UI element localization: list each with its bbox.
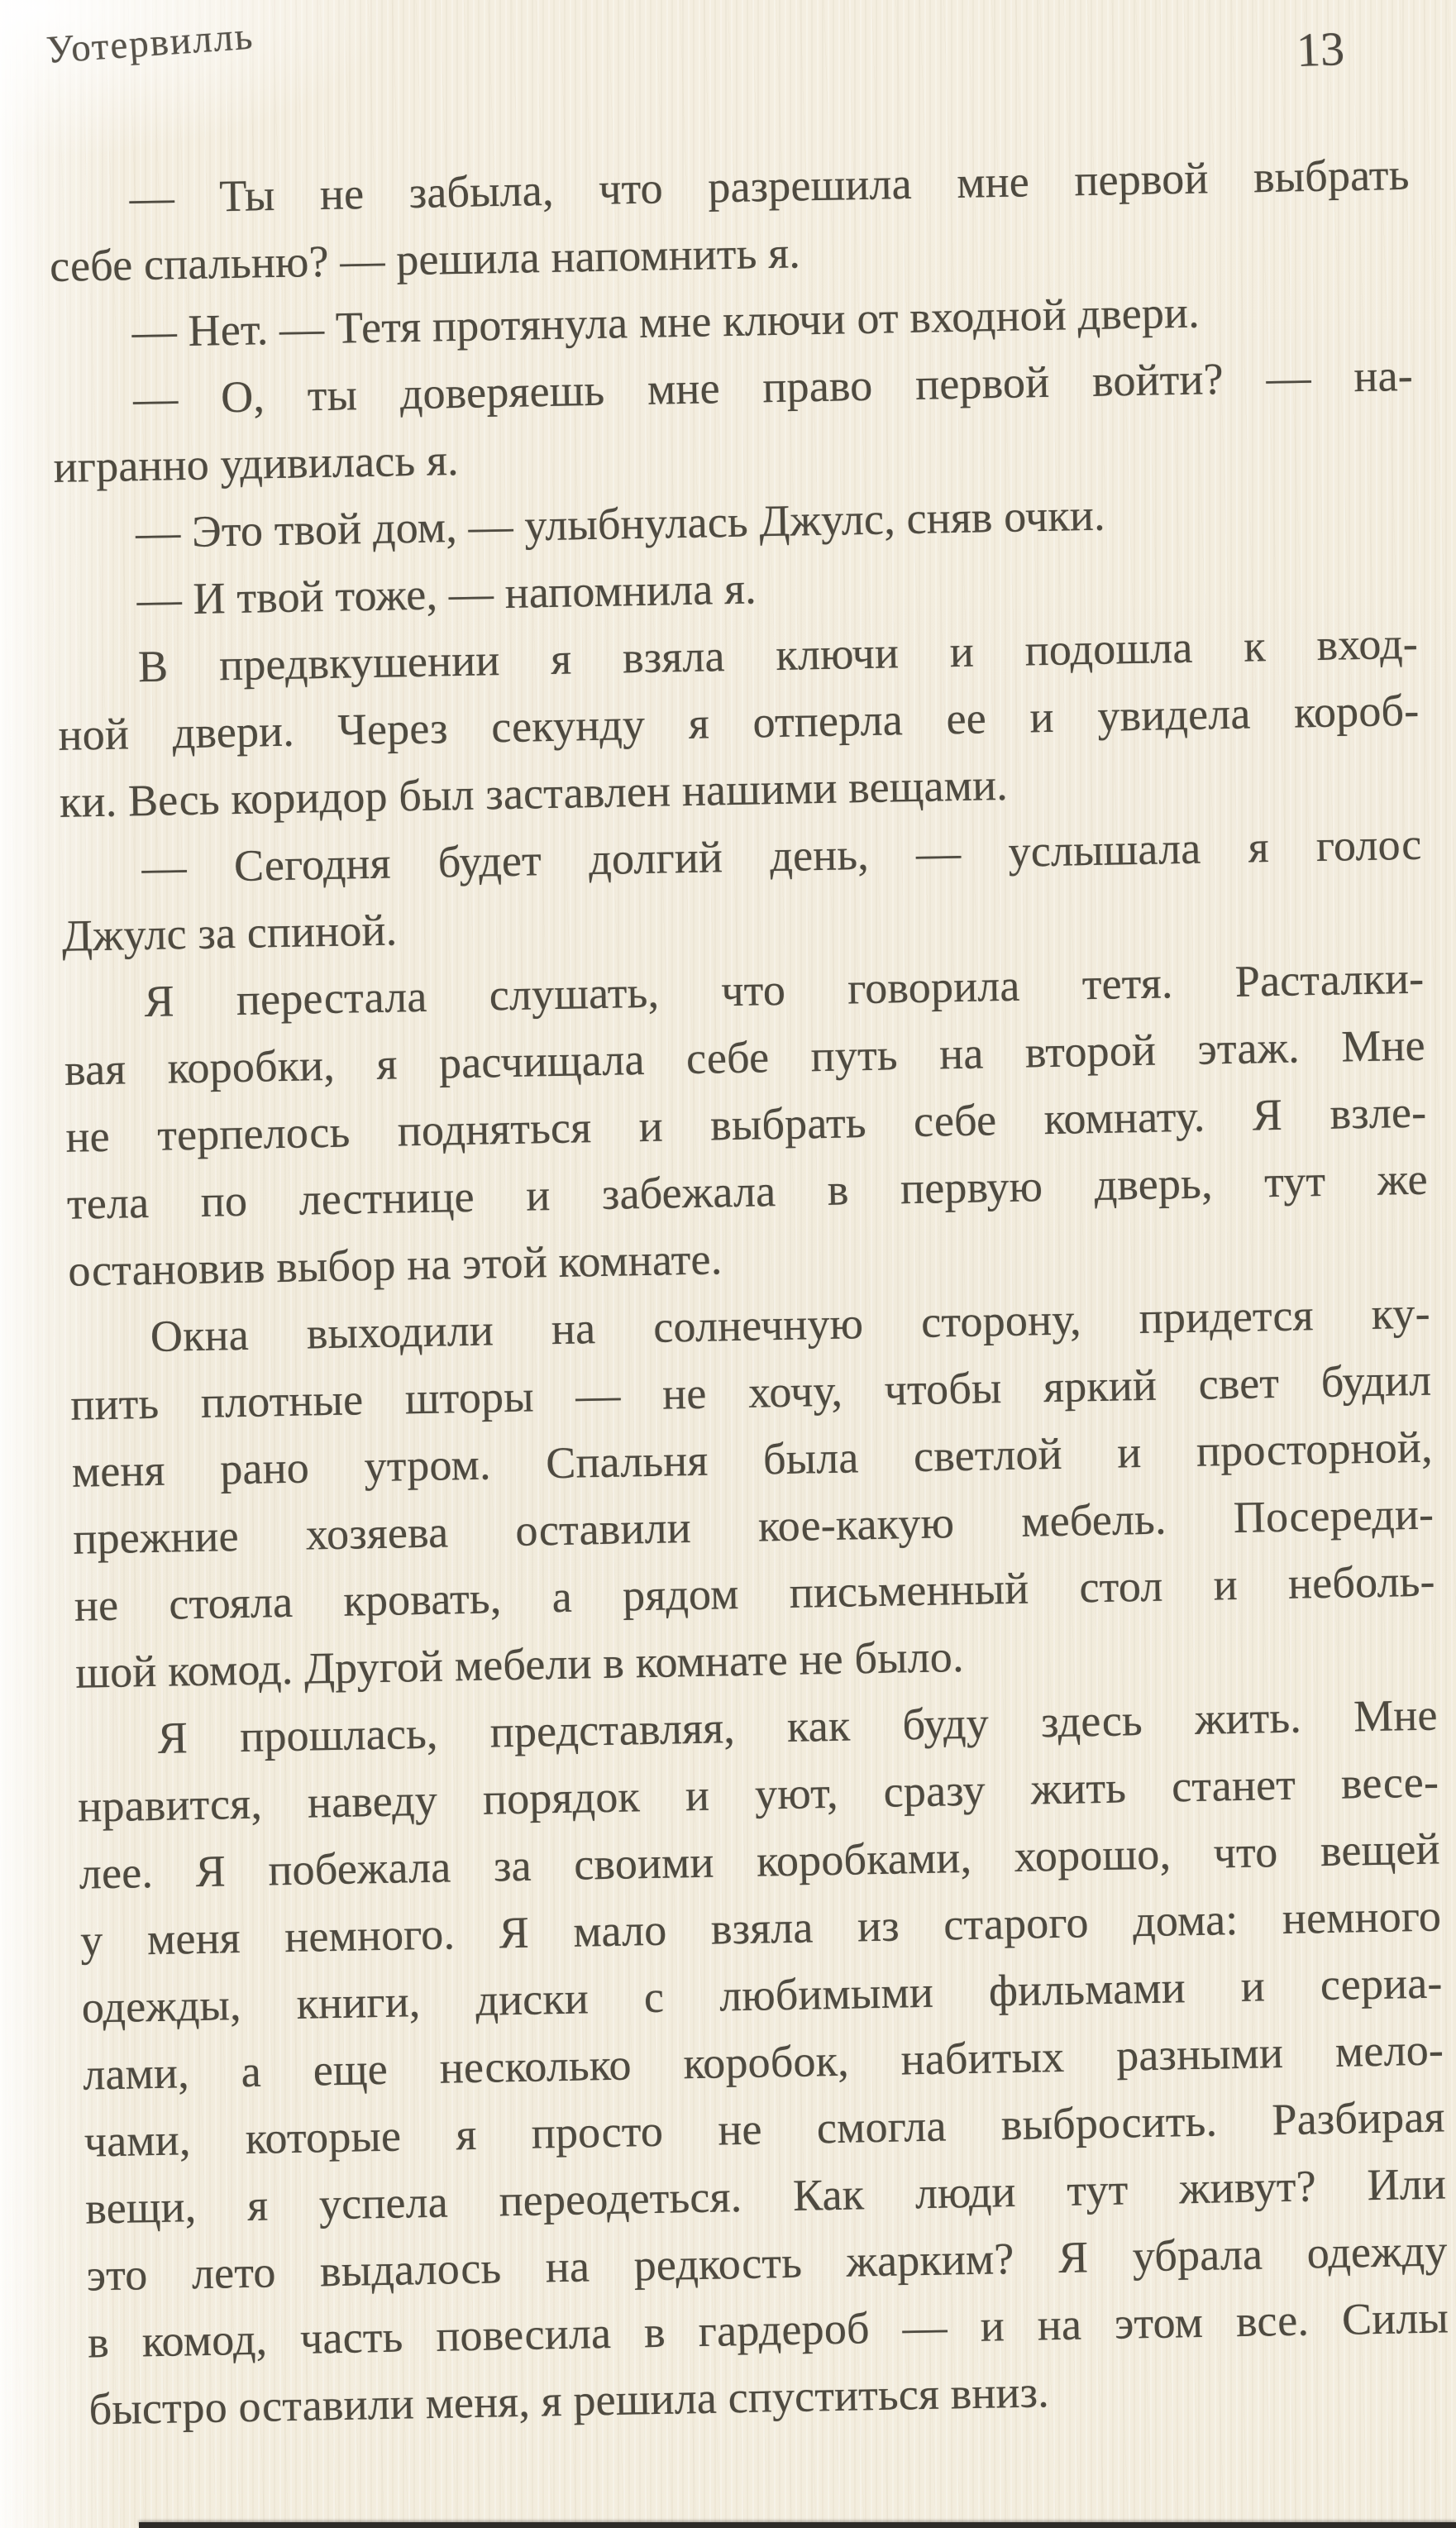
text-line: пить плотные шторы — не хочу, чтобы яркий свет будил xyxy=(69,1355,1432,1430)
text-line: вая коробки, я расчищала себе путь на второй этаж. Мне xyxy=(64,1020,1426,1095)
text-line: — Сегодня будет долгий день, — услышала я голос xyxy=(141,819,1422,893)
text-line: вещи, я успела переодеться. Как люди тут живут? Или xyxy=(84,2158,1447,2234)
text-line: ной двери. Через секунду я отперла ее и увидела короб- xyxy=(58,685,1420,760)
text-line: одежды, книги, диски с любимыми фильмами и сериа- xyxy=(81,1957,1444,2033)
text-line: это лето выдалось на редкость жарким? Я убрала одежду xyxy=(86,2225,1449,2301)
text-line: себе спальню? — решила напомнить я. xyxy=(49,227,801,291)
scan-bottom-edge-artifact xyxy=(139,2522,1456,2528)
text-line: тела по лестнице и забежала в первую дверь, тут же xyxy=(66,1154,1429,1229)
text-line: остановив выбор на этой комнате. xyxy=(67,1234,723,1296)
text-line: В предвкушении я взяла ключи и подошла к вход- xyxy=(137,618,1419,692)
text-line: игранно удивилась я. xyxy=(53,434,460,492)
text-line: Я прошлась, представляя, как буду здесь жить. Мне xyxy=(157,1689,1439,1763)
text-line: — Нет. — Тетя протянула мне ключи от входной двери. xyxy=(131,287,1201,357)
page-number: 13 xyxy=(1295,22,1346,77)
text-line: быстро оставили меня, я решила спуститься вниз. xyxy=(88,2367,1050,2435)
text-line: Окна выходили на солнечную сторону, придется ку- xyxy=(150,1288,1431,1361)
text-line: нравится, наведу порядок и уют, сразу жить станет весе- xyxy=(77,1756,1439,1832)
text-line: — О, ты доверяешь мне право первой войти? — на- xyxy=(132,350,1414,424)
text-line: не терпелось подняться и выбрать себе комнату. Я взле- xyxy=(64,1087,1427,1162)
text-line: — Ты не забыла, что разрешила мне первой выбрать xyxy=(129,149,1411,223)
page-text xyxy=(48,141,1450,2444)
text-line: лами, а еще несколько коробок, набитых разными мело- xyxy=(82,2024,1444,2100)
text-line: лее. Я побежала за своими коробками, хорошо, что вещей xyxy=(79,1823,1441,1899)
text-line: шой комод. Другой мебели в комнате не было. xyxy=(74,1632,965,1698)
text-line: не стояла кровать, а рядом письменный стол и неболь- xyxy=(74,1556,1436,1631)
text-line: чами, которые я просто не смогла выбросить. Разбирая xyxy=(84,2091,1446,2167)
text-line: Я перестала слушать, что говорила тетя. Расталки- xyxy=(143,953,1425,1027)
text-line: Джулс за спиной. xyxy=(61,905,398,961)
text-line: меня рано утром. Спальня была светлой и просторной, xyxy=(71,1422,1434,1497)
running-title: Уотервилль xyxy=(45,14,255,73)
text-line: у меня немного. Я мало взяла из старого дома: немного xyxy=(79,1890,1442,1966)
text-line: в комод, часть повесила в гардероб — и на этом все. Силы xyxy=(87,2292,1449,2368)
text-line: ки. Весь коридор был заставлен нашими вещами. xyxy=(59,759,1009,827)
text-line: — И твой тоже, — напомнила я. xyxy=(136,563,757,625)
text-line: — Это твой дом, — улыбнулась Джулс, сняв очки. xyxy=(135,490,1106,558)
text-line: прежние хозяева оставили кое-какую мебель. Посереди- xyxy=(72,1489,1435,1564)
